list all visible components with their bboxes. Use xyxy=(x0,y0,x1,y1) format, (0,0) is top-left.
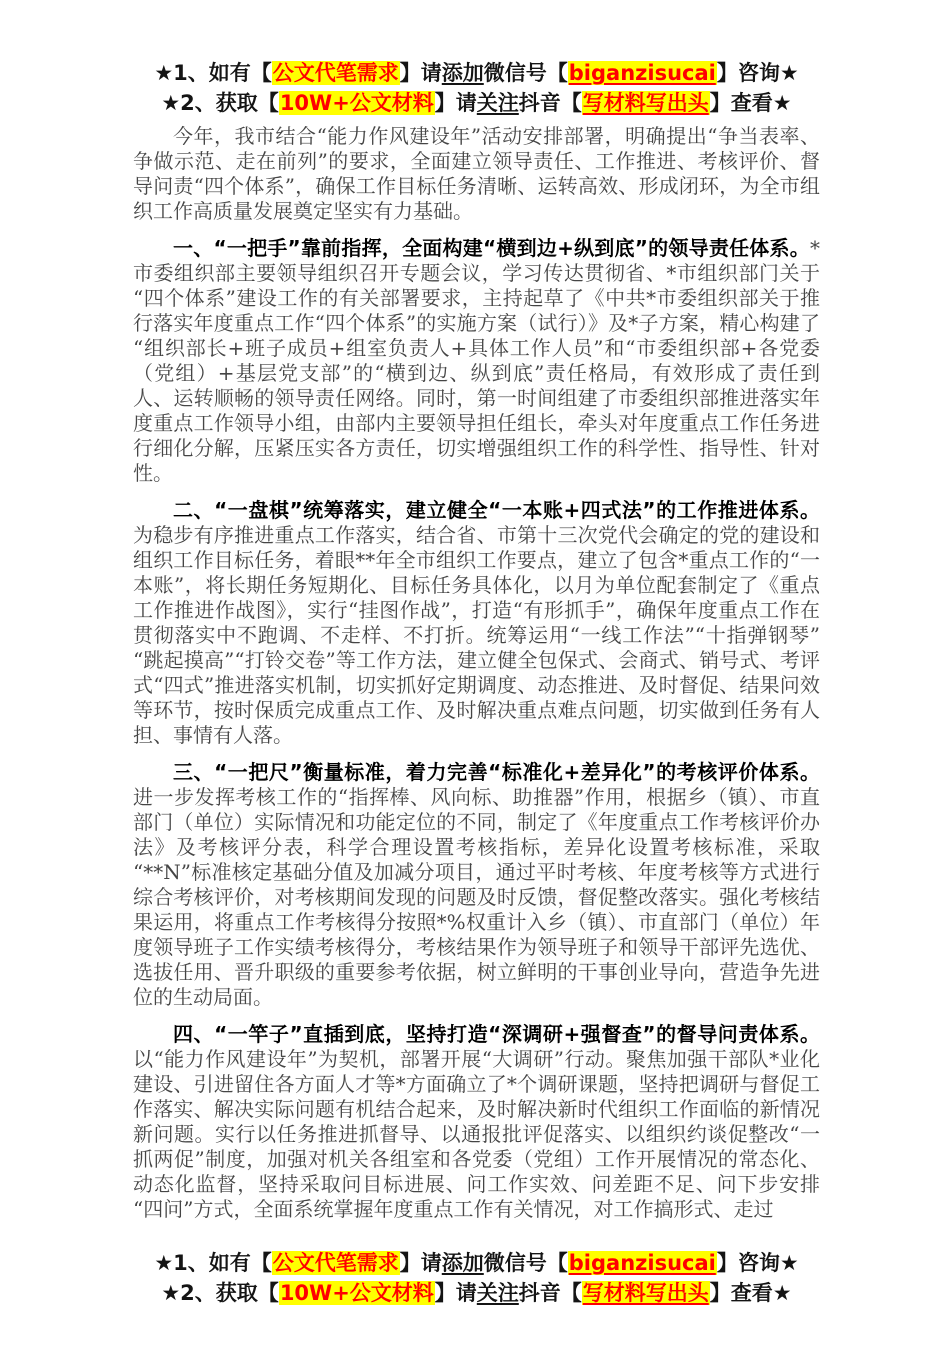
underlined-term-follow: 关注 xyxy=(476,1281,519,1305)
promo-text: 抖音【 xyxy=(518,1281,582,1305)
promo-text: ★1、如有【 xyxy=(154,1251,272,1275)
promo-header-line-2 xyxy=(133,88,820,118)
section-3-body: 进一步发挥考核工作的“指挥棒、风向标、助推器”作用，根据乡（镇）、市直部门（单位）实际情况和功能定位的不同，制定了《年度重点工作考核评价办法》及考核评分表，科学合理设置考核指标，差异化设置考核标准，采取“**N”标准核定基础分值及加减分项目，通过平时考核、年度考核等方式进行综合考核评价，对考核期间发现的问题及时反馈，督促整改落实。强化考核结果运用，将重点工作考核得分按照*%权重计入乡（镇）、市直部门（单位）年度领导班子工作实绩考核得分，考核结果作为领导班子和领导干部评先选优、选拔任用、晋升职级的重要参考依据，树立鲜明的干事创业导向，营造争先进位的生动局面。 xyxy=(133,785,820,1009)
promo-text: 微信号【 xyxy=(483,1251,568,1275)
section-2-paragraph xyxy=(133,498,820,748)
wechat-id: biganzisucai xyxy=(568,61,716,85)
section-3-paragraph xyxy=(133,760,820,1010)
promo-text: ★2、获取【 xyxy=(161,91,279,115)
document-body xyxy=(133,124,820,1222)
promo-text: 微信号【 xyxy=(483,61,568,85)
underlined-term-add: 添加 xyxy=(441,1251,484,1275)
promo-text: 】请 xyxy=(399,61,442,85)
highlighted-term-materials: 10W+公文材料 xyxy=(279,1281,434,1305)
promo-footer xyxy=(133,1248,820,1308)
promo-text: 】请 xyxy=(399,1251,442,1275)
section-2-body: 为稳步有序推进重点工作落实，结合省、市第十三次党代会确定的党的建设和组织工作目标任务，着眼**年全市组织工作要点，建立了包含*重点工作的“一本账”，将长期任务短期化、目标任务具体化，以月为单位配套制定了《重点工作推进作战图》，实行“挂图作战”，打造“有形抓手”，确保年度重点工作在贯彻落实中不跑调、不走样、不打折。统筹运用“一线工作法”“十指弹钢琴”“跳起摸高”“打铃交卷”等工作方法，建立健全包保式、会商式、销号式、考评式“四式”推进落实机制，切实抓好定期调度、动态推进、及时督促、结果问效等环节，按时保质完成重点工作、及时解决重点难点问题，切实做到任务有人担、事情有人落。 xyxy=(133,523,820,747)
promo-footer-line-2 xyxy=(133,1278,820,1308)
promo-text: 】查看★ xyxy=(709,1281,792,1305)
section-4-body: 以“能力作风建设年”为契机，部署开展“大调研”行动。聚焦加强干部队*业化建设、引进留住各方面人才等*方面确立了*个调研课题，坚持把调研与督促工作落实、解决实际问题有机结合起来，及时解决新时代组织工作面临的新情况新问题。实行以任务推进抓督导、以通报批评促落实、以组织约谈促整改“一抓两促”制度，加强对机关各组室和各党委（党组）工作开展情况的常态化、动态化监督，坚持采取问目标进展、问工作实效、问差距不足、问下步安排“四问”方式，全面系统掌握年度重点工作有关情况，对工作搞形式、走过 xyxy=(133,1047,820,1221)
promo-text: 】咨询★ xyxy=(716,1251,799,1275)
promo-text: 】请 xyxy=(434,91,477,115)
wechat-id: biganzisucai xyxy=(568,1251,716,1275)
intro-paragraph: 今年，我市结合“能力作风建设年”活动安排部署，明确提出“争当表率、争做示范、走在前列”的要求，全面建立领导责任、工作推进、考核评价、督导问责“四个体系”，确保工作目标任务清晰、运转高效、形成闭环，为全市组织工作高质量发展奠定坚实有力基础。 xyxy=(133,124,820,223)
highlighted-term-writing-service: 公文代笔需求 xyxy=(272,1251,399,1275)
promo-footer-line-1 xyxy=(133,1248,820,1278)
underlined-term-add: 添加 xyxy=(441,61,484,85)
promo-text: 抖音【 xyxy=(518,91,582,115)
highlighted-term-writing-service: 公文代笔需求 xyxy=(272,61,399,85)
highlighted-term-materials: 10W+公文材料 xyxy=(279,91,434,115)
promo-text: ★2、获取【 xyxy=(161,1281,279,1305)
douyin-handle: 写材料写出头 xyxy=(582,91,709,115)
promo-text: 】请 xyxy=(434,1281,477,1305)
section-2-heading: 二、“一盘棋”统筹落实，建立健全“一本账+四式法”的工作推进体系。 xyxy=(173,498,820,522)
section-1-body: *市委组织部主要领导组织召开专题会议，学习传达贯彻省、*市组织部门关于“四个体系”建设工作的有关部署要求，主持起草了《中共*市委组织部关于推行落实年度重点工作“四个体系”的实施方案（试行）》及*子方案，精心构建了“组织部长+班子成员+组室负责人+具体工作人员”和“市委组织部+各党委（党组）+基层党支部”的“横到边、纵到底”责任格局，有效形成了责任到人、运转顺畅的领导责任网络。同时，第一时间组建了市委组织部推进落实年度重点工作领导小组，由部内主要领导担任组长，牵头对年度重点工作任务进行细化分解，压紧压实各方责任，切实增强组织工作的科学性、指导性、针对性。 xyxy=(133,236,820,485)
douyin-handle: 写材料写出头 xyxy=(582,1281,709,1305)
underlined-term-follow: 关注 xyxy=(476,91,519,115)
section-1-heading: 一、“一把手”靠前指挥，全面构建“横到边+纵到底”的领导责任体系。 xyxy=(173,236,810,260)
promo-text: 】咨询★ xyxy=(716,61,799,85)
promo-header-line-1 xyxy=(133,58,820,88)
section-1-paragraph xyxy=(133,236,820,486)
promo-text: 】查看★ xyxy=(709,91,792,115)
section-4-paragraph xyxy=(133,1022,820,1222)
section-3-heading: 三、“一把尺”衡量标准，着力完善“标准化+差异化”的考核评价体系。 xyxy=(173,760,820,784)
promo-header xyxy=(133,58,820,118)
section-4-heading: 四、“一竿子”直插到底，坚持打造“深调研+强督查”的督导问责体系。 xyxy=(173,1022,820,1046)
promo-text: ★1、如有【 xyxy=(154,61,272,85)
